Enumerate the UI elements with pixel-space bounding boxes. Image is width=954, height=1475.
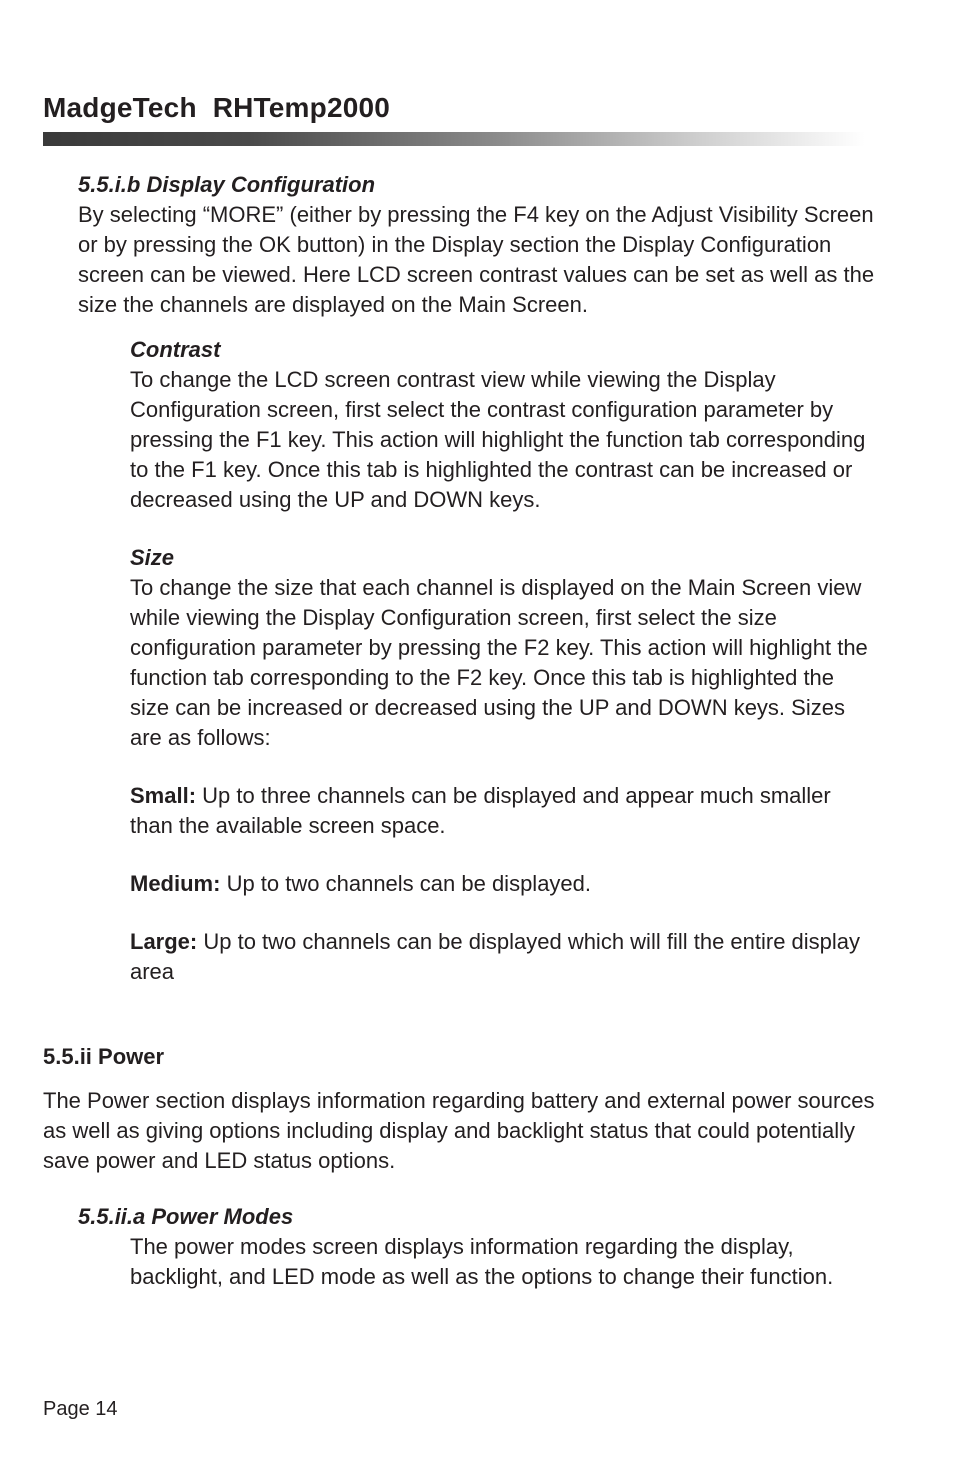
power-modes-paragraph: The power modes screen displays information regarding the display, backlight, and LED mode as well as the options to change their function. xyxy=(130,1234,834,1289)
section-heading: 5.5.i.b Display Configuration xyxy=(78,172,376,197)
size-option-term: Large: xyxy=(130,929,198,954)
contrast-heading: Contrast xyxy=(130,337,221,362)
subsection-contrast-size xyxy=(130,335,875,987)
size-option-text: Up to two channels can be displayed. xyxy=(220,871,592,896)
size-option-text: Up to three channels can be displayed and appear much smaller than the available screen space. xyxy=(130,783,831,838)
size-option-medium xyxy=(130,869,875,899)
size-option-large xyxy=(130,927,875,987)
document-title: MadgeTech RHTemp2000 xyxy=(43,92,391,123)
size-option-term: Small: xyxy=(130,783,197,808)
size-paragraph: To change the size that each channel is displayed on the Main Screen view while viewing the Display Configuration screen, first select the size configuration parameter by pressing the F2 key. This action will highlight the function tab corresponding to the F2 key. Once this tab is highlighted the size can be increased or decreased using the UP and DOWN keys. Sizes are as follows: xyxy=(130,575,868,750)
header-gradient-bar xyxy=(43,132,865,146)
size-option-text: Up to two channels can be displayed which will fill the entire display area xyxy=(130,929,861,984)
size-heading: Size xyxy=(130,545,175,570)
section-display-configuration xyxy=(78,170,878,320)
section-power xyxy=(43,1042,883,1176)
page-number: Page 14 xyxy=(43,1398,118,1420)
power-modes-heading: 5.5.ii.a Power Modes xyxy=(78,1204,294,1229)
power-paragraph: The Power section displays information regarding battery and external power sources as well as giving options including display and backlight status that could potentially save power and LED status options. xyxy=(43,1088,875,1173)
size-option-small xyxy=(130,781,875,841)
section-power-modes xyxy=(78,1202,878,1292)
section-paragraph: By selecting “MORE” (either by pressing the F4 key on the Adjust Visibility Screen or by pressing the OK button) in the Display section the Display Configuration screen can be viewed. Here LCD screen contrast values can be set as well as the size the channels are displayed on the Main Screen. xyxy=(78,202,875,317)
contrast-paragraph: To change the LCD screen contrast view while viewing the Display Configuration screen, first select the contrast configuration parameter by pressing the F1 key. This action will highlight the function tab corresponding to the F1 key. Once this tab is highlighted the contrast can be increased or decreased using the UP and DOWN keys. xyxy=(130,367,866,512)
size-option-term: Medium: xyxy=(130,871,221,896)
power-heading: 5.5.ii Power xyxy=(43,1044,165,1069)
